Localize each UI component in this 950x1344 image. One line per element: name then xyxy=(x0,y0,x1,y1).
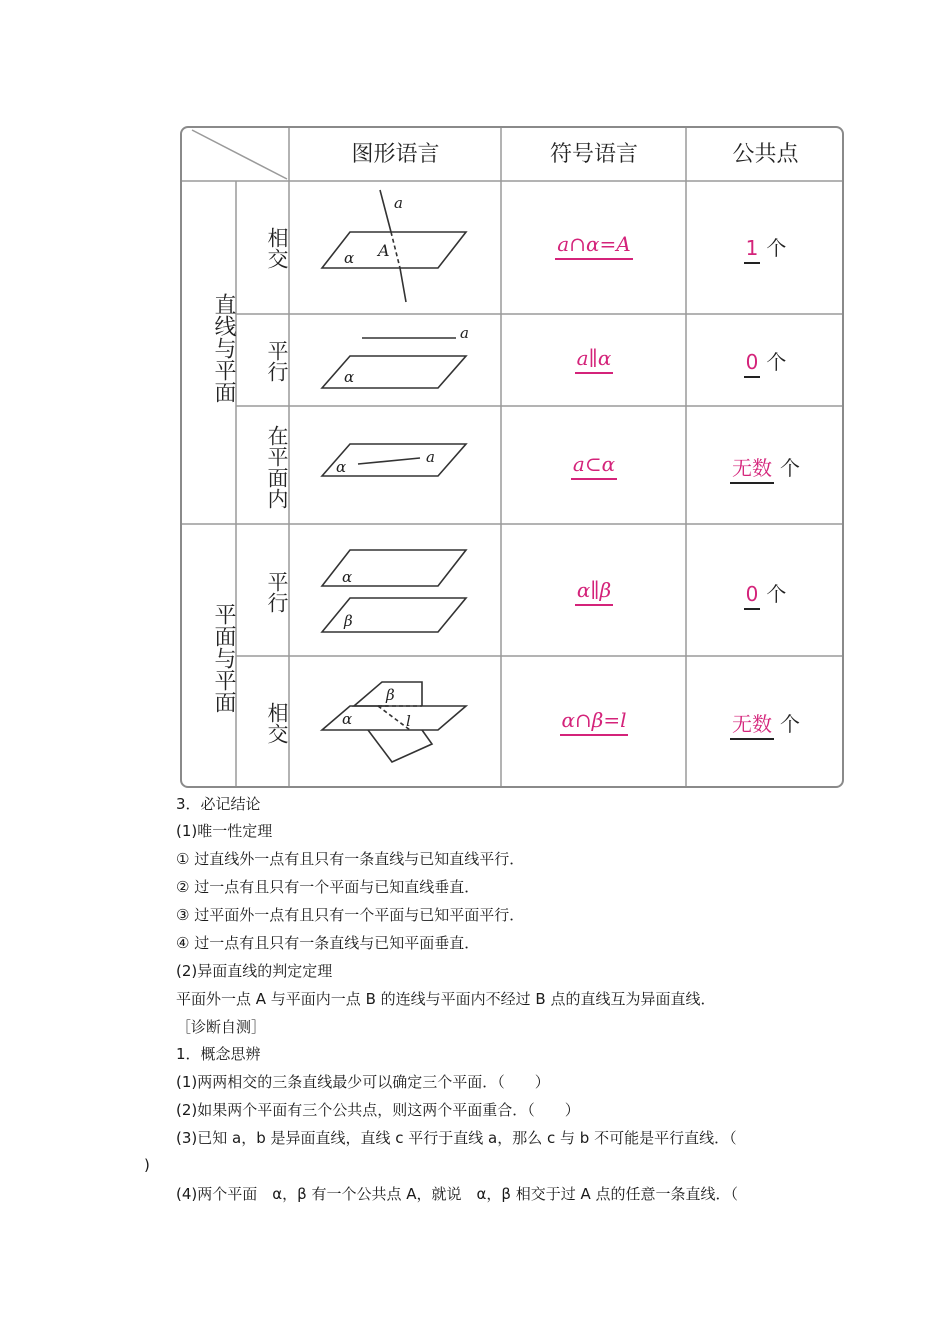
subsection-uniqueness: (1)唯一性定理 xyxy=(176,822,273,840)
header-symbol-language: 符号语言 xyxy=(549,142,638,167)
concept-heading: 1．概念思辨 xyxy=(176,1045,261,1063)
group-line-plane: 直线与平面 xyxy=(211,293,236,403)
question-4: (4)两个平面 α，β 有一个公共点 A，就说 α，β 相交于过 A 点的任意一条直线．（ xyxy=(176,1185,739,1203)
symbol-row-1: a∩α=A xyxy=(502,232,686,260)
symbol-row-2: a∥α xyxy=(502,346,686,374)
sub-row-planes-intersect: 相交 xyxy=(265,702,289,744)
subsection-skew-lines: (2)异面直线的判定定理 xyxy=(176,962,333,980)
line-label: l xyxy=(406,712,411,730)
question-3: (3)已知 a，b 是异面直线，直线 c 平行于直线 a，那么 c 与 b 不可能是平行直线．（ xyxy=(176,1129,737,1147)
symbol-row-4: α∥β xyxy=(502,578,686,606)
figure-line-intersects-plane xyxy=(290,186,500,312)
count-row-3: 无数 个 xyxy=(686,452,844,481)
plane1-label: α xyxy=(342,710,353,728)
plane2-label: β xyxy=(344,612,353,630)
count-row-1: 1 个 xyxy=(686,232,844,261)
section-title: 3．必记结论 xyxy=(176,795,261,813)
plane-label: α xyxy=(344,249,355,267)
sub-row-intersect: 相交 xyxy=(265,227,289,269)
header-figure-language: 图形语言 xyxy=(351,142,440,167)
theorem-item-2: ② 过一点有且只有一个平面与已知直线垂直． xyxy=(176,878,480,896)
position-relations-table xyxy=(180,126,844,788)
header-common-points: 公共点 xyxy=(732,142,799,167)
point-label: A xyxy=(378,241,390,260)
self-test-heading: ［诊断自测］ xyxy=(176,1018,267,1036)
sub-row-parallel: 平行 xyxy=(265,340,289,382)
figure-planes-intersect xyxy=(290,658,500,784)
group-plane-plane: 平面与平面 xyxy=(211,603,236,713)
symbol-row-3: a⊂α xyxy=(502,452,686,480)
theorem-item-1: ① 过直线外一点有且只有一条直线与已知直线平行． xyxy=(176,850,525,868)
count-row-5: 无数 个 xyxy=(686,708,844,737)
figure-planes-parallel xyxy=(290,528,500,654)
plane-label: α xyxy=(344,368,355,386)
line-label: a xyxy=(460,324,469,342)
question-3-continuation: ) xyxy=(144,1156,150,1174)
line-label: a xyxy=(426,448,435,466)
question-1: (1)两两相交的三条直线最少可以确定三个平面．（ ） xyxy=(176,1073,550,1091)
count-row-4: 0 个 xyxy=(686,578,844,607)
plane2-label: β xyxy=(386,686,395,704)
sub-row-planes-parallel: 平行 xyxy=(265,571,289,613)
sub-row-in-plane: 在平面内 xyxy=(265,425,289,509)
question-2: (2)如果两个平面有三个公共点，则这两个平面重合．（ ） xyxy=(176,1101,580,1119)
plane-label: α xyxy=(336,458,347,476)
figure-line-in-plane xyxy=(290,410,500,520)
figure-line-parallel-plane xyxy=(290,318,500,404)
symbol-row-5: α∩β=l xyxy=(502,708,686,736)
theorem-item-3: ③ 过平面外一点有且只有一个平面与已知平面平行． xyxy=(176,906,525,924)
theorem-item-4: ④ 过一点有且只有一条直线与已知平面垂直． xyxy=(176,934,480,952)
skew-lines-statement: 平面外一点 A 与平面内一点 B 的连线与平面内不经过 B 点的直线互为异面直线． xyxy=(176,990,716,1008)
line-label: a xyxy=(394,194,403,212)
count-row-2: 0 个 xyxy=(686,346,844,375)
plane1-label: α xyxy=(342,568,353,586)
